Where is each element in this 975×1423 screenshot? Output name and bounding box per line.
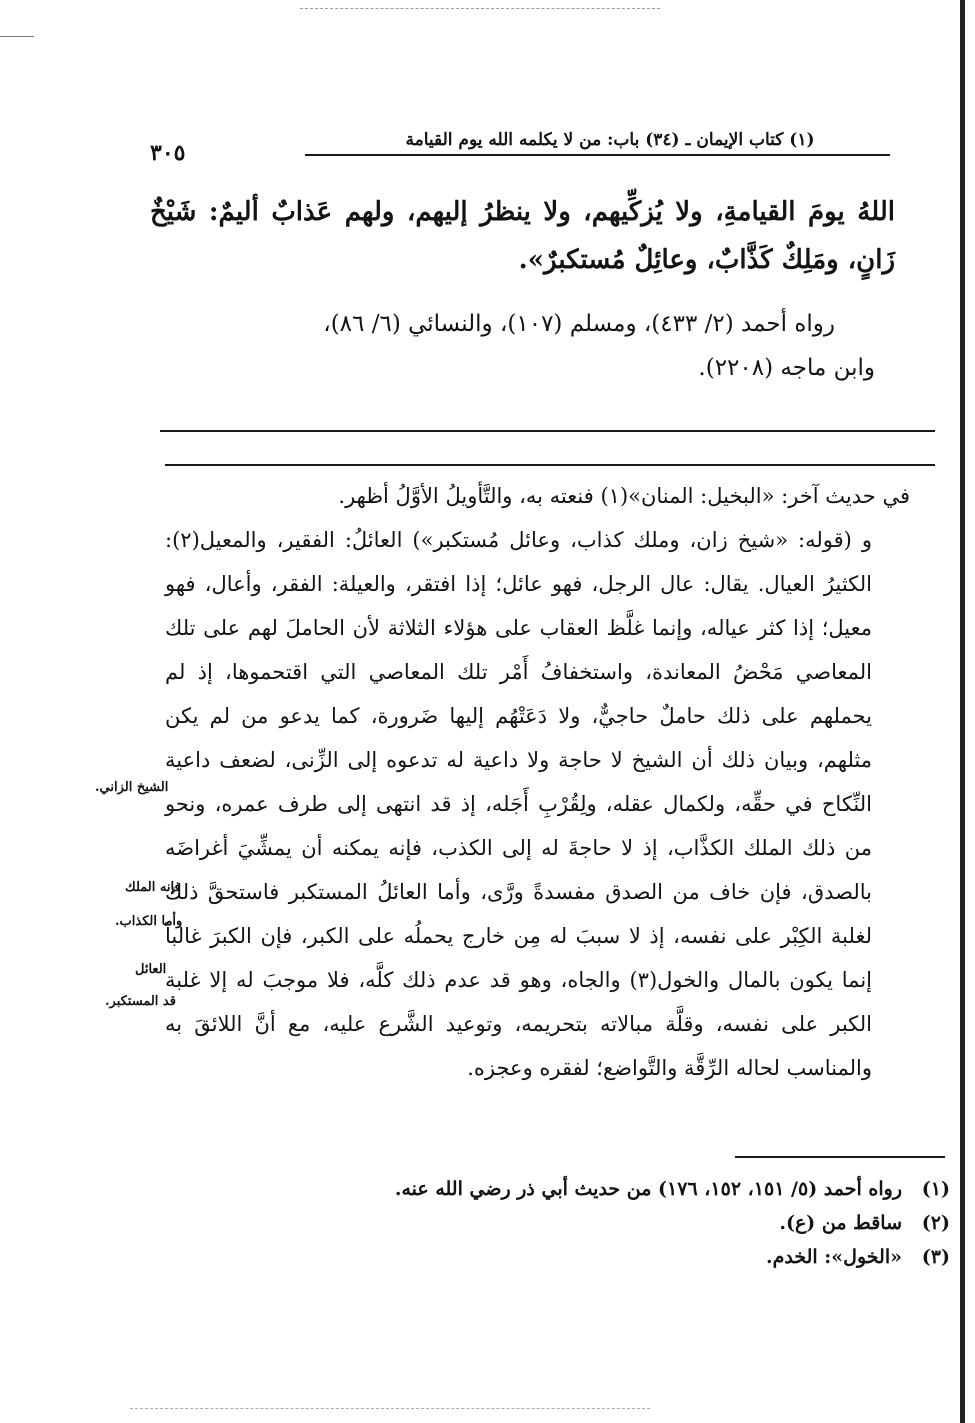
hadith-text: اللهُ يومَ القيامةِ، ولا يُزكِّيهم، ولا ينظرُ إليهم، ولهم عَذابٌ أليمٌ: شَيْخٌ زَانٍ، ومَلِكٌ كَذَّابٌ، وعائِلٌ مُستكبرٌ». bbox=[150, 197, 895, 275]
header-rule bbox=[305, 154, 890, 156]
margin-note: العائل bbox=[135, 962, 167, 977]
running-header bbox=[150, 128, 890, 172]
footnote-text: رواه أحمد (٥/ ١٥١، ١٥٢، ١٧٦) من حديث أبي ذر رضي الله عنه. bbox=[394, 1178, 902, 1200]
footnote-number: (١) bbox=[921, 1178, 950, 1200]
footnotes bbox=[300, 1172, 950, 1274]
source-line-1: رواه أحمد (٢/ ٤٣٣)، ومسلم (١٠٧)، والنسائي (٦/ ٨٦)، bbox=[323, 311, 835, 337]
scan-edge-right bbox=[960, 0, 965, 1423]
commentary bbox=[165, 474, 910, 1090]
scan-edge-top bbox=[300, 8, 660, 9]
section-divider-upper bbox=[160, 430, 935, 432]
section-divider-lower bbox=[165, 464, 935, 466]
commentary-paragraph-1: في حديث آخر: «البخيل: المنان»(١) فنعته به، والتَّأويلُ الأوَّلُ أظهر. bbox=[338, 484, 910, 508]
margin-note: الشيخ الزاني. bbox=[95, 780, 169, 795]
header-title: (١) كتاب الإيمان ـ (٣٤) باب: من لا يكلمه الله يوم القيامة bbox=[405, 130, 815, 150]
footnote-number: (٢) bbox=[921, 1212, 950, 1234]
margin-note: قد المستكبر. bbox=[105, 994, 176, 1009]
hadith-source bbox=[165, 302, 875, 390]
scan-edge-bottom bbox=[130, 1408, 650, 1409]
footnote-1 bbox=[300, 1172, 950, 1206]
footnote-rule bbox=[735, 1156, 945, 1158]
footnote-2 bbox=[300, 1206, 950, 1240]
margin-note: وأما الكذاب. bbox=[115, 914, 183, 929]
margin-note: فإنه الملك bbox=[125, 880, 181, 895]
source-line-2: وابن ماجه (٢٢٠٨). bbox=[698, 355, 875, 381]
commentary-paragraph-2: و (قوله: «شيخ زان، وملك كذاب، وعائل مُستكبر») العائلُ: الفقير، والمعيل(٢): الكثيرُ العيال. يقال: عال الرجل، فهو عائل؛ إذا افتقر، والعيلة: الفقر، وأعال، فهو معيل؛ إذا كثر عياله، وإنما غلَّظ العقاب على هؤلاء الثلاثة لأن الحاملَ لهم على تلك المعاصي مَحْضُ المعاندة، واستخفافُ أَمْر تلك المعاصي التي اقتحموها، إذ لم يحملهم على ذلك حاملٌ حاجيٌّ، ولا دَعَتْهُم إليها ضَرورة، كما يدعو من لم يكن مثلهم، وبيان ذلك أن الشيخ لا حاجة ولا داعية له تدعوه إلى الزِّنى، لضعف داعية النِّكاح في حقِّه، ولكمال عقله، ولِقُرْبِ أَجَله، إذ قد انتهى إلى طرف عمره، ونحو من ذلك الملك الكذَّاب، إذ لا حاجةَ له إلى الكذب، فإنه يمكنه أن يمشِّيَ أغراضَه بالصدق، فإن خاف من الصدق مفسدةً ورَّى، وأما العائلُ المستكبر فاستحقَّ ذلك لغلبة الكِبْر على نفسه، إذ لا سببَ له مِن خارج يحملُه على الكبر، فإن الكبرَ غالباً إنما يكون بالمال والخول(٣) والجاه، وهو قد عدم ذلك كلَّه، فلا موجبَ له إلا غلبة الكبر على نفسه، وقلَّة مبالاته بتحريمه، وتوعيد الشَّرع عليه، مع أنَّ اللائقَ به والمناسب لحاله الرِّقَّة والتَّواضع؛ لفقره وعجزه. bbox=[165, 528, 872, 1080]
footnote-number: (٣) bbox=[921, 1246, 950, 1268]
footnote-text: «الخول»: الخدم. bbox=[765, 1246, 902, 1268]
footnote-3 bbox=[300, 1240, 950, 1274]
page-number: ٣٠٥ bbox=[150, 140, 186, 166]
footnote-text: ساقط من (ع). bbox=[779, 1212, 902, 1234]
scan-mark-left bbox=[0, 36, 34, 37]
